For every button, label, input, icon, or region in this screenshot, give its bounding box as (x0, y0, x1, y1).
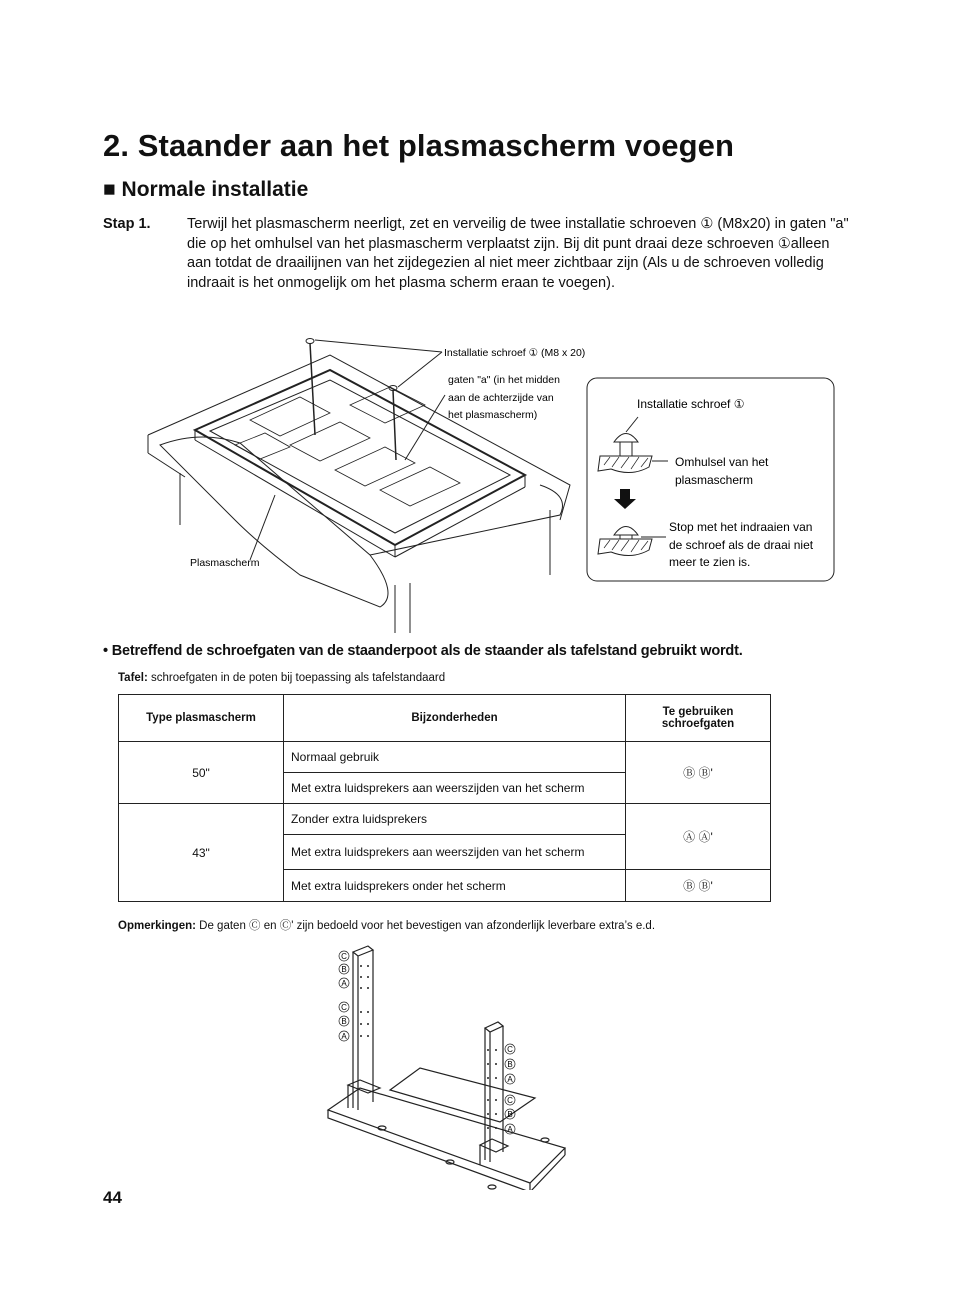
leg-label-right: A (507, 1125, 513, 1134)
remarks (118, 917, 655, 933)
arrow-down-icon (614, 489, 636, 509)
header-type: Type plasmascherm (119, 695, 284, 742)
section-heading-text: Normale installatie (121, 178, 309, 201)
remarks-text: De gaten Ⓒ en Ⓒ' zijn bedoeld voor het bevestigen van afzonderlijk leverbare extra’s e.d. (195, 920, 656, 932)
callout-screen: Plasmascherm (190, 557, 260, 569)
screw-holes-table (118, 694, 771, 902)
cell-holes: Ⓐ Ⓐ' (626, 804, 771, 870)
tafel-text: schroefgaten in de poten bij toepassing als tafelstandaard (147, 672, 446, 684)
leg-label-right: C (507, 1045, 513, 1054)
leg-label-left: B (341, 1017, 347, 1026)
remarks-label: Opmerkingen: (118, 920, 196, 932)
stand-illustration (320, 940, 570, 1190)
header-holes: Te gebruiken schroefgaten (626, 695, 771, 742)
cell-holes: Ⓑ Ⓑ' (626, 870, 771, 902)
table-row (119, 804, 771, 835)
header-details: Bijzonderheden (284, 695, 626, 742)
callout-screw: Installatie schroef ① (M8 x 20) (444, 347, 586, 359)
cell-detail: Met extra luidsprekers aan weerszijden van het scherm (284, 835, 626, 870)
callout-holes-3: het plasmascherm) (448, 409, 538, 421)
section-heading (103, 178, 308, 202)
cell-type-50: 50" (119, 742, 284, 804)
bullet-heading: • Betreffend de schroefgaten van de staanderpoot als de staander als tafelstand gebruikt wordt. (103, 643, 743, 659)
inset-housing-1: Omhulsel van het (675, 455, 769, 469)
leg-label-right: B (507, 1060, 513, 1069)
leg-label-right: B (507, 1110, 513, 1119)
inset-housing-2: plasmascherm (675, 473, 754, 487)
step-label: Stap 1. (103, 216, 151, 232)
leg-label-right: C (507, 1096, 513, 1105)
leg-label-left: C (341, 1003, 347, 1012)
page-title: 2. Staander aan het plasmascherm voegen (103, 128, 735, 163)
cell-detail: Met extra luidsprekers onder het scherm (284, 870, 626, 902)
cell-holes: Ⓑ Ⓑ' (626, 742, 771, 804)
leg-label-left: C (341, 952, 347, 961)
leg-label-left: B (341, 965, 347, 974)
leg-label-left: A (341, 1032, 347, 1041)
step-instructions: Terwijl het plasmascherm neerligt, zet en verveilig de twee installatie schroeven ① (M8x20) in gaten "a" die op het omhulsel van het plasmascherm verplaatst zijn. Bij dit punt draai deze schroeven ①alleen aan totdat de draailijnen van het zijdegezien al niet meer zichtbaar zijn (Als u de schroeven volledig indraait is het onmogelijk om het plasma scherm eraan te voegen). (187, 216, 849, 291)
cell-detail: Normaal gebruik (284, 742, 626, 773)
table-header-row (119, 695, 771, 742)
leg-label-right: A (507, 1075, 513, 1084)
cell-detail: Met extra luidsprekers aan weerszijden van het scherm (284, 773, 626, 804)
cell-detail: Zonder extra luidsprekers (284, 804, 626, 835)
square-bullet-icon: ■ (103, 178, 116, 201)
tafel-label: Tafel: (118, 672, 148, 684)
inset-stop-3: meer te zien is. (669, 555, 751, 569)
callout-holes-1: gaten "a" (in het midden (448, 374, 560, 386)
screw-detail-inset (586, 377, 836, 583)
inset-stop-1: Stop met het indraaien van (669, 520, 813, 534)
tafel-note (118, 672, 445, 684)
page-number: 44 (103, 1188, 122, 1207)
table-row (119, 742, 771, 773)
cell-type-43: 43" (119, 804, 284, 902)
leg-label-left: A (341, 979, 347, 988)
inset-screw-label: Installatie schroef ① (637, 397, 745, 411)
callout-holes-2: aan de achterzijde van (448, 392, 554, 404)
inset-stop-2: de schroef als de draai niet (669, 538, 814, 552)
